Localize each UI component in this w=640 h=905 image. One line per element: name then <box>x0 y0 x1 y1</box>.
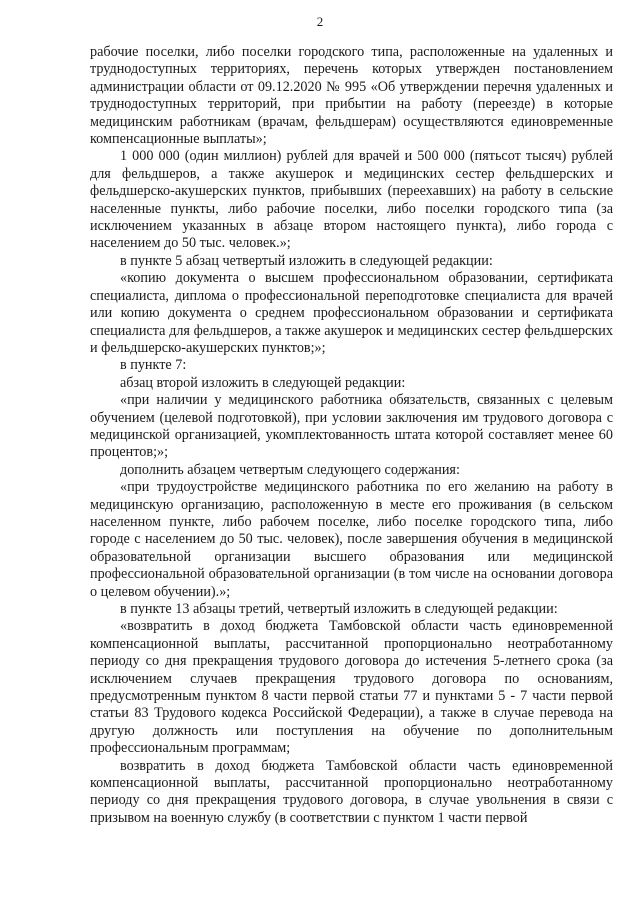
paragraph-point-7-fourth-instruction: дополнить абзацем четвертым следующего содержания: <box>120 461 460 478</box>
paragraph-continuation: рабочие поселки, либо поселки городского типа, расположенные на удаленных и труднодоступных территориях, перечень которых утвержден постановлением администрации области от 09.12.2020 № 995 «Об утверждении перечня удаленных и труднодоступных территорий, при прибытии на работу (переезде) в которые медицинским работникам (врачам, фельдшерам) осуществляются единовременные компенсационные выплаты»; <box>90 44 613 148</box>
paragraph-point-5-instruction: в пункте 5 абзац четвертый изложить в следующей редакции: <box>120 252 493 269</box>
document-body <box>90 44 613 827</box>
paragraph-point-7-second-instruction: абзац второй изложить в следующей редакции: <box>120 374 406 391</box>
paragraph-point-13-instruction: в пункте 13 абзацы третий, четвертый изложить в следующей редакции: <box>120 601 558 617</box>
paragraph-point-13-third-text: «возвратить в доход бюджета Тамбовской области часть единовременной компенсационной выплаты, рассчитанной пропорционально неотработанному периоду со дня прекращения трудового договора до истечения 5-летнего срока (за исключением случаев прекращения трудового договора по основаниям, предусмотренным пунктом 8 части первой статьи 77 и пунктами 5 - 7 части первой статьи 83 Трудового кодекса Российской Федерации), а также в случае перевода на другую должность или поступления на обучение по дополнительным профессиональным программам; <box>90 618 613 757</box>
paragraph-payment-amounts: 1 000 000 (один миллион) рублей для врачей и 500 000 (пятьсот тысяч) рублей для фельдшеров, а также акушерок и медицинских сестер фельдшерских и фельдшерско-акушерских пунктов, прибывших (переехавших) на работу в сельские населенные пункты, либо рабочие поселки, либо поселки городского типа (за исключением указанных в абзаце втором настоящего пункта), либо города с населением до 50 тыс. человек.»; <box>90 148 613 252</box>
paragraph-point-7-instruction: в пункте 7: <box>120 357 187 374</box>
page-number: 2 <box>316 14 324 29</box>
paragraph-point-13-fourth-text: возвратить в доход бюджета Тамбовской области часть единовременной компенсационной выплаты, рассчитанной пропорционально неотработанному периоду со дня прекращения трудового договора, в случае увольнения в связи с призывом на военную службу (в соответствии с пунктом 1 части первой <box>90 757 613 826</box>
paragraph-point-5-text: «копию документа о высшем профессиональном образовании, сертификата специалиста, диплома о профессиональной переподготовке специалиста для врачей или копию документа о среднем профессиональном образовании и сертификата специалиста для фельдшеров, а также акушерок и медицинских сестер фельдшерских и фельдшерско-акушерских пунктов;»; <box>90 270 613 356</box>
paragraph-point-7-second-text: «при наличии у медицинского работника обязательств, связанных с целевым обучением (целевой подготовкой), при условии заключения им трудового договора с медицинской организацией, укомплектованность штата которой составляет менее 60 процентов;»; <box>90 392 613 461</box>
paragraph-point-7-fourth-text: «при трудоустройстве медицинского работника по его желанию на работу в медицинскую организацию, расположенную в месте его проживания (в сельском населенном пункте, либо рабочем поселке, либо поселке городского типа, либо городе с населением до 50 тыс. человек), после завершения обучения в медицинской образовательной организации высшего образования или медицинской профессиональной образовательной организации (в том числе на основании договора о целевом обучении).»; <box>90 479 613 600</box>
